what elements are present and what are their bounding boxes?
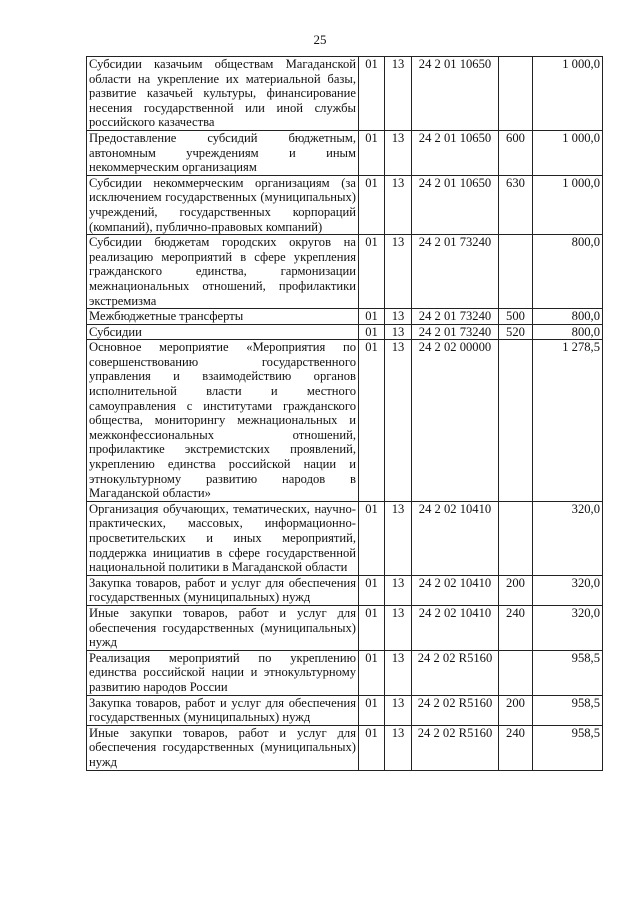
budget-table (86, 56, 603, 771)
row-expense-type-code: 240 (499, 725, 533, 770)
row-target-code: 24 2 02 R5160 (412, 650, 499, 695)
table-row (87, 175, 603, 234)
table-row (87, 340, 603, 502)
table-row (87, 650, 603, 695)
row-section-code: 01 (359, 309, 385, 325)
row-target-code: 24 2 02 10410 (412, 605, 499, 650)
row-name: Предоставление субсидий бюджетным, автономным учреждениям и иным некоммерческим организациям (87, 130, 359, 175)
row-target-code: 24 2 02 10410 (412, 575, 499, 605)
row-expense-type-code (499, 650, 533, 695)
table-row (87, 130, 603, 175)
row-target-code: 24 2 02 00000 (412, 340, 499, 502)
row-subsection-code: 13 (385, 57, 412, 131)
row-name: Организация обучающих, тематических, научно-практических, массовых, информационно-просветительских и иных мероприятий, поддержка инициатив в сфере государственной национальной политики в Магаданской области (87, 501, 359, 575)
row-name: Закупка товаров, работ и услуг для обеспечения государственных (муниципальных) нужд (87, 575, 359, 605)
row-amount: 1 000,0 (533, 57, 603, 131)
row-amount: 958,5 (533, 650, 603, 695)
row-amount: 320,0 (533, 575, 603, 605)
row-name: Субсидии (87, 324, 359, 340)
row-target-code: 24 2 01 73240 (412, 324, 499, 340)
row-subsection-code: 13 (385, 575, 412, 605)
row-section-code: 01 (359, 130, 385, 175)
row-section-code: 01 (359, 650, 385, 695)
row-expense-type-code: 600 (499, 130, 533, 175)
row-expense-type-code: 200 (499, 575, 533, 605)
row-subsection-code: 13 (385, 175, 412, 234)
row-section-code: 01 (359, 605, 385, 650)
row-target-code: 24 2 01 73240 (412, 309, 499, 325)
table-row (87, 605, 603, 650)
table-row (87, 725, 603, 770)
row-amount: 958,5 (533, 695, 603, 725)
row-amount: 800,0 (533, 324, 603, 340)
row-expense-type-code: 630 (499, 175, 533, 234)
table-row (87, 235, 603, 309)
row-target-code: 24 2 01 10650 (412, 57, 499, 131)
row-subsection-code: 13 (385, 324, 412, 340)
row-subsection-code: 13 (385, 235, 412, 309)
row-name: Иные закупки товаров, работ и услуг для обеспечения государственных (муниципальных) нужд (87, 605, 359, 650)
row-amount: 1 000,0 (533, 130, 603, 175)
row-name: Закупка товаров, работ и услуг для обеспечения государственных (муниципальных) нужд (87, 695, 359, 725)
row-name: Субсидии бюджетам городских округов на реализацию мероприятий в сфере укрепления гражданского единства, гармонизации межнациональных отношений, профилактики экстремизма (87, 235, 359, 309)
row-section-code: 01 (359, 695, 385, 725)
row-subsection-code: 13 (385, 130, 412, 175)
row-expense-type-code (499, 501, 533, 575)
table-row (87, 324, 603, 340)
row-amount: 320,0 (533, 501, 603, 575)
row-section-code: 01 (359, 340, 385, 502)
row-subsection-code: 13 (385, 340, 412, 502)
row-expense-type-code (499, 235, 533, 309)
row-target-code: 24 2 02 R5160 (412, 695, 499, 725)
row-amount: 320,0 (533, 605, 603, 650)
row-target-code: 24 2 01 10650 (412, 175, 499, 234)
row-section-code: 01 (359, 725, 385, 770)
row-amount: 958,5 (533, 725, 603, 770)
row-subsection-code: 13 (385, 695, 412, 725)
row-amount: 800,0 (533, 309, 603, 325)
table-row (87, 695, 603, 725)
row-amount: 1 000,0 (533, 175, 603, 234)
table-row (87, 57, 603, 131)
row-name: Субсидии казачьим обществам Магаданской области на укрепление их материальной базы, развитие казачьей культуры, финансирование несения государственной или иной службы российского казачества (87, 57, 359, 131)
row-amount: 800,0 (533, 235, 603, 309)
row-target-code: 24 2 02 10410 (412, 501, 499, 575)
row-section-code: 01 (359, 57, 385, 131)
row-name: Реализация мероприятий по укреплению единства российской нации и этнокультурному развитию народов России (87, 650, 359, 695)
row-name: Иные закупки товаров, работ и услуг для обеспечения государственных (муниципальных) нужд (87, 725, 359, 770)
row-expense-type-code (499, 340, 533, 502)
row-section-code: 01 (359, 324, 385, 340)
row-name: Субсидии некоммерческим организациям (за исключением государственных (муниципальных) учреждений, государственных корпораций (компаний), публично-правовых компаний) (87, 175, 359, 234)
row-amount: 1 278,5 (533, 340, 603, 502)
row-subsection-code: 13 (385, 605, 412, 650)
table-row (87, 309, 603, 325)
row-subsection-code: 13 (385, 725, 412, 770)
row-target-code: 24 2 02 R5160 (412, 725, 499, 770)
page-number: 25 (313, 32, 327, 47)
row-expense-type-code: 240 (499, 605, 533, 650)
row-expense-type-code: 520 (499, 324, 533, 340)
row-expense-type-code: 500 (499, 309, 533, 325)
table-row (87, 575, 603, 605)
row-subsection-code: 13 (385, 501, 412, 575)
row-section-code: 01 (359, 175, 385, 234)
row-target-code: 24 2 01 73240 (412, 235, 499, 309)
row-target-code: 24 2 01 10650 (412, 130, 499, 175)
row-section-code: 01 (359, 235, 385, 309)
row-expense-type-code (499, 57, 533, 131)
row-name: Основное мероприятие «Мероприятия по совершенствованию государственного управления и взаимодействию органов исполнительной власти и местного самоуправления с институтами гражданского общества, мониторингу межнациональных и межконфессиональных отношений, профилактике экстремистских проявлений, укреплению единства российской нации и этнокультурному развитию народов в Магаданской области» (87, 340, 359, 502)
row-expense-type-code: 200 (499, 695, 533, 725)
row-subsection-code: 13 (385, 309, 412, 325)
row-subsection-code: 13 (385, 650, 412, 695)
table-row (87, 501, 603, 575)
row-section-code: 01 (359, 575, 385, 605)
row-section-code: 01 (359, 501, 385, 575)
row-name: Межбюджетные трансферты (87, 309, 359, 325)
